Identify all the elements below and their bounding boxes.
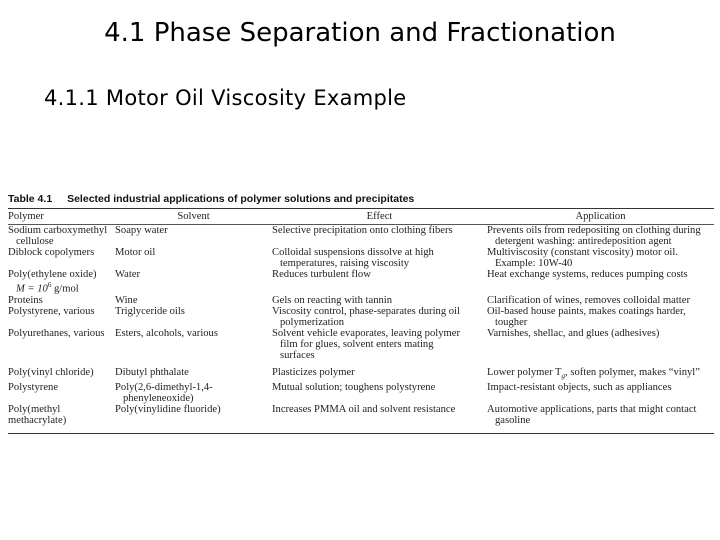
header-solvent: Solvent — [177, 211, 210, 222]
cell-application: Clarification of wines, removes colloidal matter — [487, 294, 690, 306]
table-number: Table 4.1 — [8, 193, 53, 205]
table-header-row — [8, 209, 714, 224]
header-polymer: Polymer — [8, 211, 44, 222]
cell-effect: Viscosity control, phase-separates during oil polymerization — [272, 305, 460, 328]
cell-polymer: Sodium carboxymethyl cellulose — [8, 225, 108, 247]
cell-polymer: Polystyrene — [8, 381, 59, 393]
cell-solvent: Poly(vinylidine fluoride) — [115, 403, 221, 415]
cell-application: Prevents oils from redepositing on clothing during detergent washing: antiredeposition agent — [487, 225, 701, 247]
cell-polymer: Diblock copolymers — [8, 247, 95, 258]
table-row — [8, 382, 714, 404]
slide-subtitle: 4.1.1 Motor Oil Viscosity Example — [44, 86, 407, 110]
cell-solvent: Motor oil — [115, 247, 156, 258]
cell-application: Automotive applications, parts that might contact gasoline — [487, 403, 697, 426]
cell-effect: Gels on reacting with tannin — [272, 294, 393, 306]
cell-solvent: Poly(2,6-dimethyl-1,4- phenyleneoxide) — [115, 381, 213, 404]
cell-application: Oil-based house paints, makes coatings harder, tougher — [487, 305, 686, 328]
table-row — [8, 328, 714, 367]
cell-effect: Colloidal suspensions dissolve at high temperatures, raising viscosity — [272, 247, 434, 269]
table-row — [8, 295, 714, 306]
cell-polymer: Proteins — [8, 294, 43, 306]
table-row — [8, 367, 714, 382]
header-application: Application — [575, 211, 626, 222]
cell-application: Multiviscosity (constant viscosity) motor oil. Example: 10W-40 — [487, 247, 678, 269]
cell-effect: Reduces turbulent flow — [272, 269, 371, 280]
table-row — [8, 404, 714, 426]
cell-solvent: Esters, alcohols, various — [115, 327, 218, 339]
table-caption — [8, 193, 714, 208]
table-bottom-rule — [8, 433, 714, 434]
cell-effect: Increases PMMA oil and solvent resistance — [272, 403, 456, 415]
cell-effect: Plasticizes polymer — [272, 366, 355, 378]
cell-effect: Mutual solution; toughens polystyrene — [272, 381, 436, 393]
header-effect: Effect — [366, 211, 393, 222]
cell-solvent: Dibutyl phthalate — [115, 366, 189, 378]
cell-application: Heat exchange systems, reduces pumping costs — [487, 269, 688, 280]
cell-polymer: Polyurethanes, various — [8, 327, 105, 339]
cell-polymer: Polystyrene, various — [8, 305, 95, 317]
cell-solvent: Wine — [115, 294, 138, 306]
table-row — [8, 269, 714, 295]
cell-application: Impact-resistant objects, such as appliances — [487, 381, 672, 393]
table-grid — [8, 209, 714, 224]
table-row — [8, 306, 714, 328]
cell-application: Lower polymer $T_g$, soften polymer, makes “vinyl” — [487, 366, 700, 380]
cell-application: Varnishes, shellac, and glues (adhesives) — [487, 327, 660, 339]
table-body — [8, 225, 714, 426]
table-row — [8, 247, 714, 269]
table-row — [8, 225, 714, 247]
table-caption-text: Selected industrial applications of polymer solutions and precipitates — [67, 193, 415, 205]
polymer-applications-table — [8, 193, 714, 434]
cell-solvent: Soapy water — [115, 225, 168, 236]
cell-polymer: Poly(vinyl chloride) — [8, 366, 94, 378]
cell-solvent: Triglyceride oils — [115, 305, 185, 317]
cell-polymer: Poly(ethylene oxide) $M = 10^6$ g/mol — [8, 269, 97, 295]
cell-polymer: Poly(methyl methacrylate) — [8, 403, 67, 426]
cell-effect: Selective precipitation onto clothing fibers — [272, 225, 453, 236]
cell-solvent: Water — [115, 269, 141, 280]
slide-title: 4.1 Phase Separation and Fractionation — [104, 18, 616, 48]
cell-effect: Solvent vehicle evaporates, leaving polymer film for glues, solvent enters mating surfaces — [272, 327, 460, 361]
